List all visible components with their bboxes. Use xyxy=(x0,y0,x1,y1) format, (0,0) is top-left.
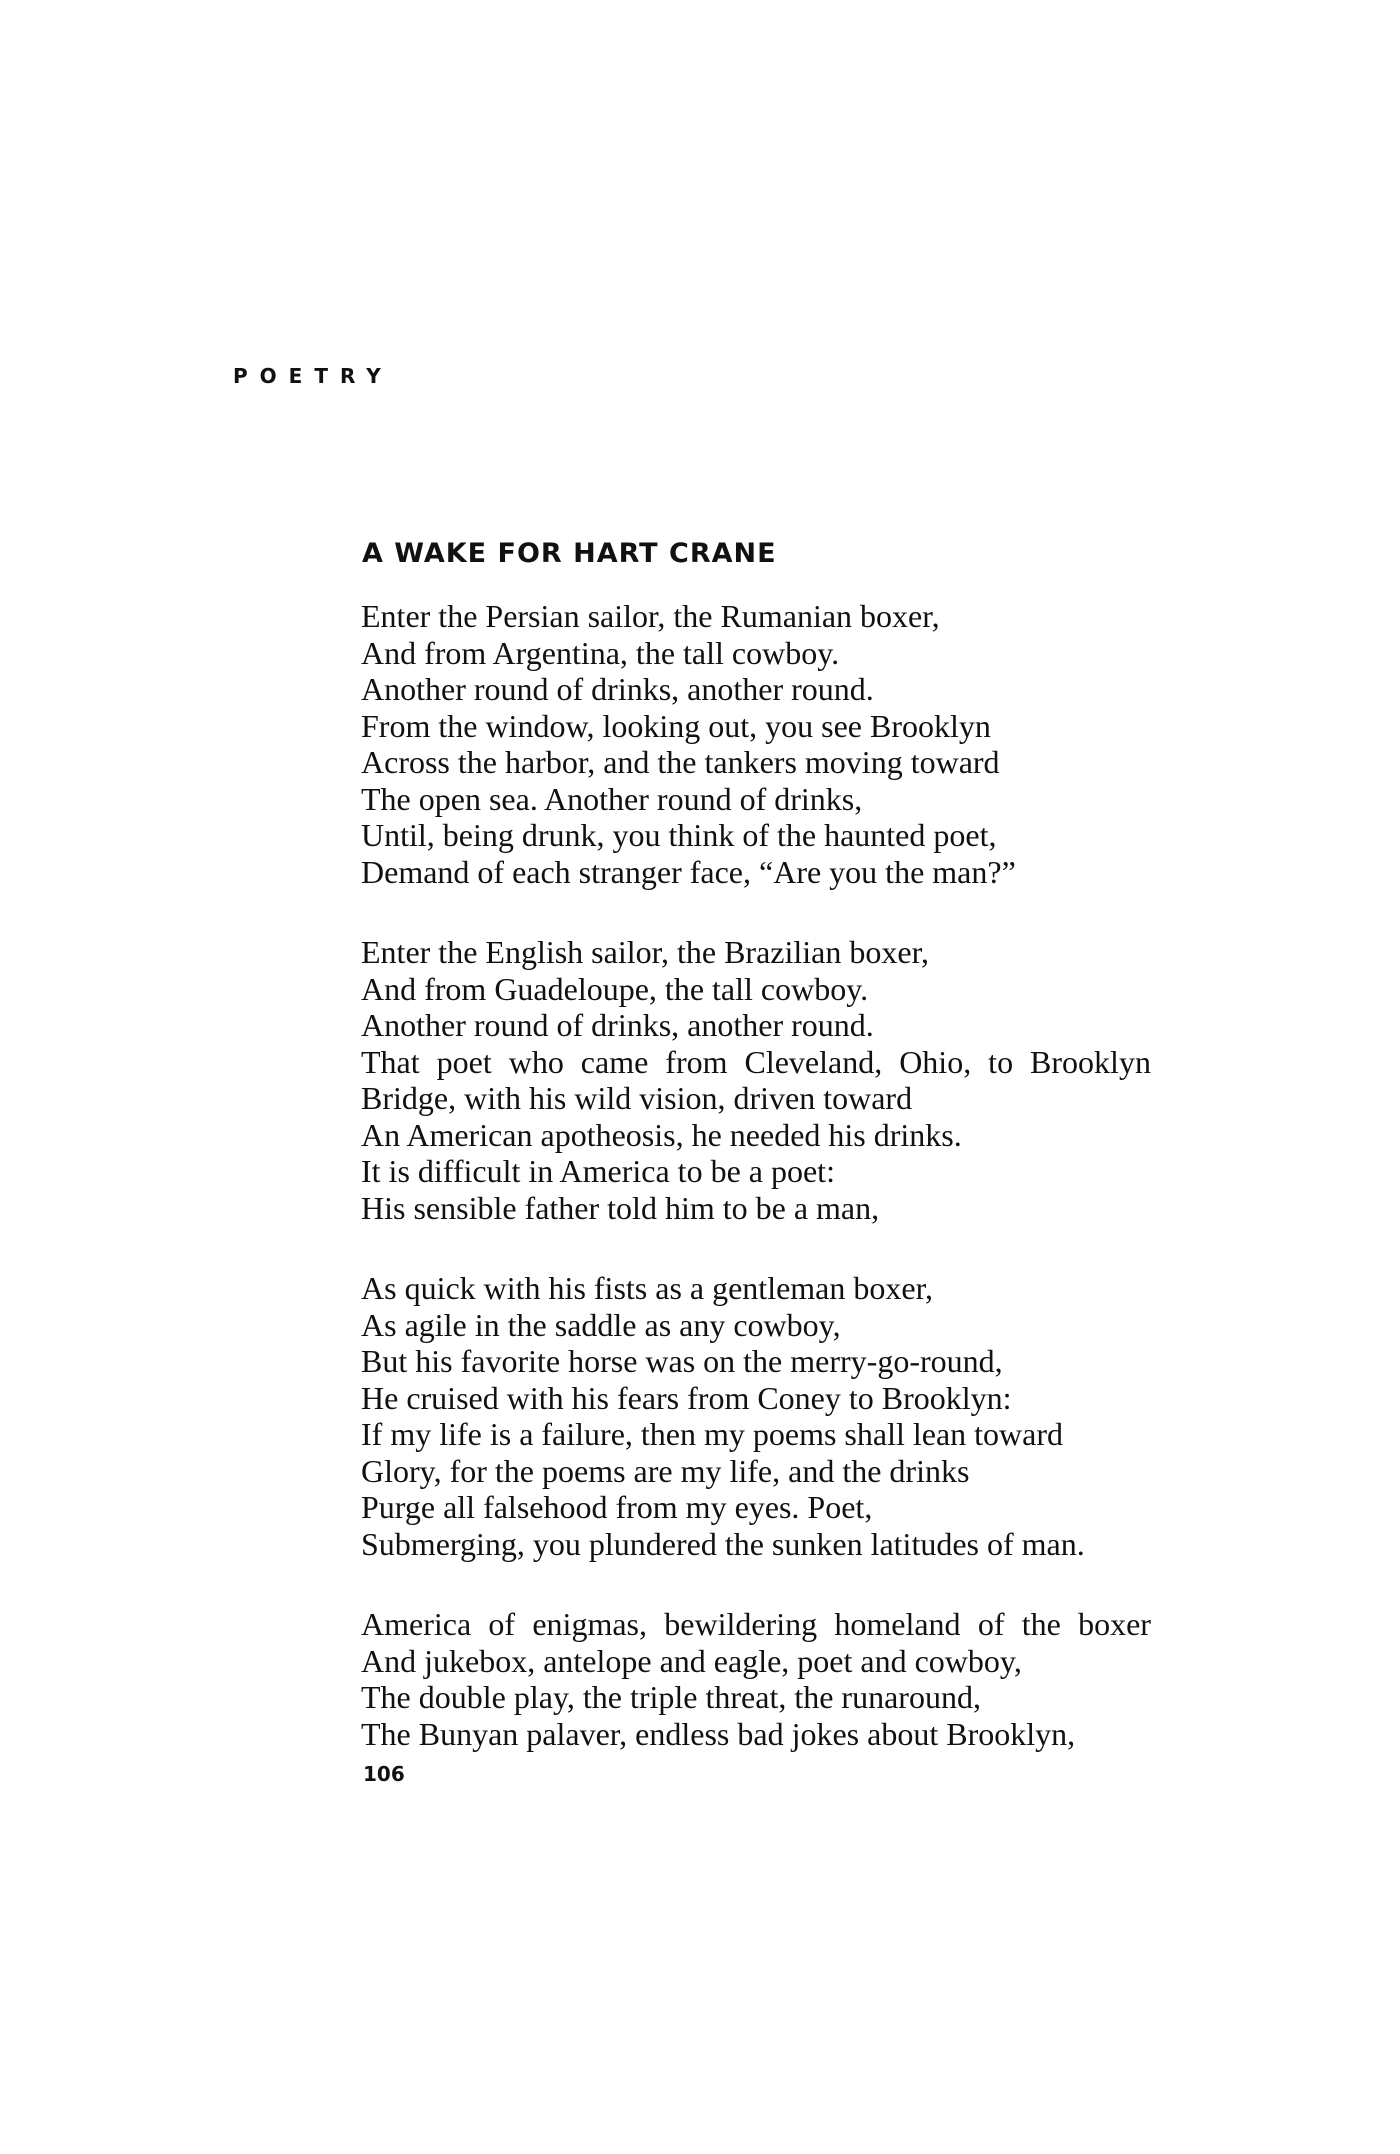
running-head: POETRY xyxy=(233,364,393,388)
verse-line: And jukebox, antelope and eagle, poet and cowboy, xyxy=(361,1642,1022,1679)
verse-line: Purge all falsehood from my eyes. Poet, xyxy=(361,1489,873,1525)
verse-line: And from Argentina, the tall cowboy. xyxy=(361,634,840,671)
stanza xyxy=(361,934,1161,1226)
verse-word: of xyxy=(488,1606,516,1642)
stanza xyxy=(361,1606,1161,1752)
verse-word: Brooklyn xyxy=(1030,1043,1151,1080)
verse-line xyxy=(361,1044,1151,1081)
verse-line: Glory, for the poems are my life, and the drinks xyxy=(361,1452,970,1489)
verse-line: And from Guadeloupe, the tall cowboy. xyxy=(361,970,869,1007)
verse-line: The Bunyan palaver, endless bad jokes about Brooklyn, xyxy=(361,1715,1076,1752)
verse-word: That xyxy=(361,1043,420,1080)
verse-line: From the window, looking out, you see Brooklyn xyxy=(361,707,991,744)
verse-word: America xyxy=(361,1606,472,1642)
verse-word: who xyxy=(508,1043,564,1080)
verse-line: Demand of each stranger face, “Are you the man?” xyxy=(361,853,1016,890)
verse-line: As quick with his fists as a gentleman boxer, xyxy=(361,1270,933,1306)
verse-word: homeland xyxy=(834,1606,961,1642)
verse-line: It is difficult in America to be a poet: xyxy=(361,1153,835,1189)
verse-line: Another round of drinks, another round. xyxy=(361,1007,874,1043)
verse-line: Submerging, you plundered the sunken latitudes of man. xyxy=(361,1525,1085,1562)
verse-word: from xyxy=(665,1043,728,1080)
verse-line: Enter the English sailor, the Brazilian boxer, xyxy=(361,934,929,970)
verse-line: He cruised with his fears from Coney to Brooklyn: xyxy=(361,1379,1012,1416)
verse-word: bewildering xyxy=(664,1606,818,1642)
verse-word: Cleveland, xyxy=(744,1043,883,1080)
verse-word: the xyxy=(1021,1606,1061,1642)
verse-line: Enter the Persian sailor, the Rumanian boxer, xyxy=(361,598,940,634)
verse-word: Ohio, xyxy=(899,1043,972,1080)
verse-line: An American apotheosis, he needed his drinks. xyxy=(361,1116,962,1153)
poem-body xyxy=(361,598,1161,1796)
stanza xyxy=(361,598,1161,890)
verse-line xyxy=(361,1606,1151,1643)
verse-word: poet xyxy=(436,1043,492,1080)
page-number: 106 xyxy=(363,1762,405,1786)
verse-word: enigmas, xyxy=(532,1606,647,1642)
verse-line: Bridge, with his wild vision, driven toward xyxy=(361,1080,913,1116)
verse-word: of xyxy=(977,1606,1005,1642)
verse-line: His sensible father told him to be a man, xyxy=(361,1189,880,1226)
verse-line: If my life is a failure, then my poems shall lean toward xyxy=(361,1416,1064,1452)
verse-line: But his favorite horse was on the merry-go-round, xyxy=(361,1343,1003,1379)
poem-title: A WAKE FOR HART CRANE xyxy=(362,538,777,569)
verse-line: The double play, the triple threat, the runaround, xyxy=(361,1679,981,1715)
verse-line: Across the harbor, and the tankers moving toward xyxy=(361,744,1000,780)
verse-line: The open sea. Another round of drinks, xyxy=(361,780,863,817)
verse-word: came xyxy=(580,1043,649,1080)
verse-line: Until, being drunk, you think of the haunted poet, xyxy=(361,817,997,853)
verse-line: Another round of drinks, another round. xyxy=(361,671,874,707)
verse-word: boxer xyxy=(1078,1606,1151,1642)
verse-word: to xyxy=(988,1043,1014,1080)
verse-line: As agile in the saddle as any cowboy, xyxy=(361,1306,841,1343)
stanza xyxy=(361,1270,1161,1562)
